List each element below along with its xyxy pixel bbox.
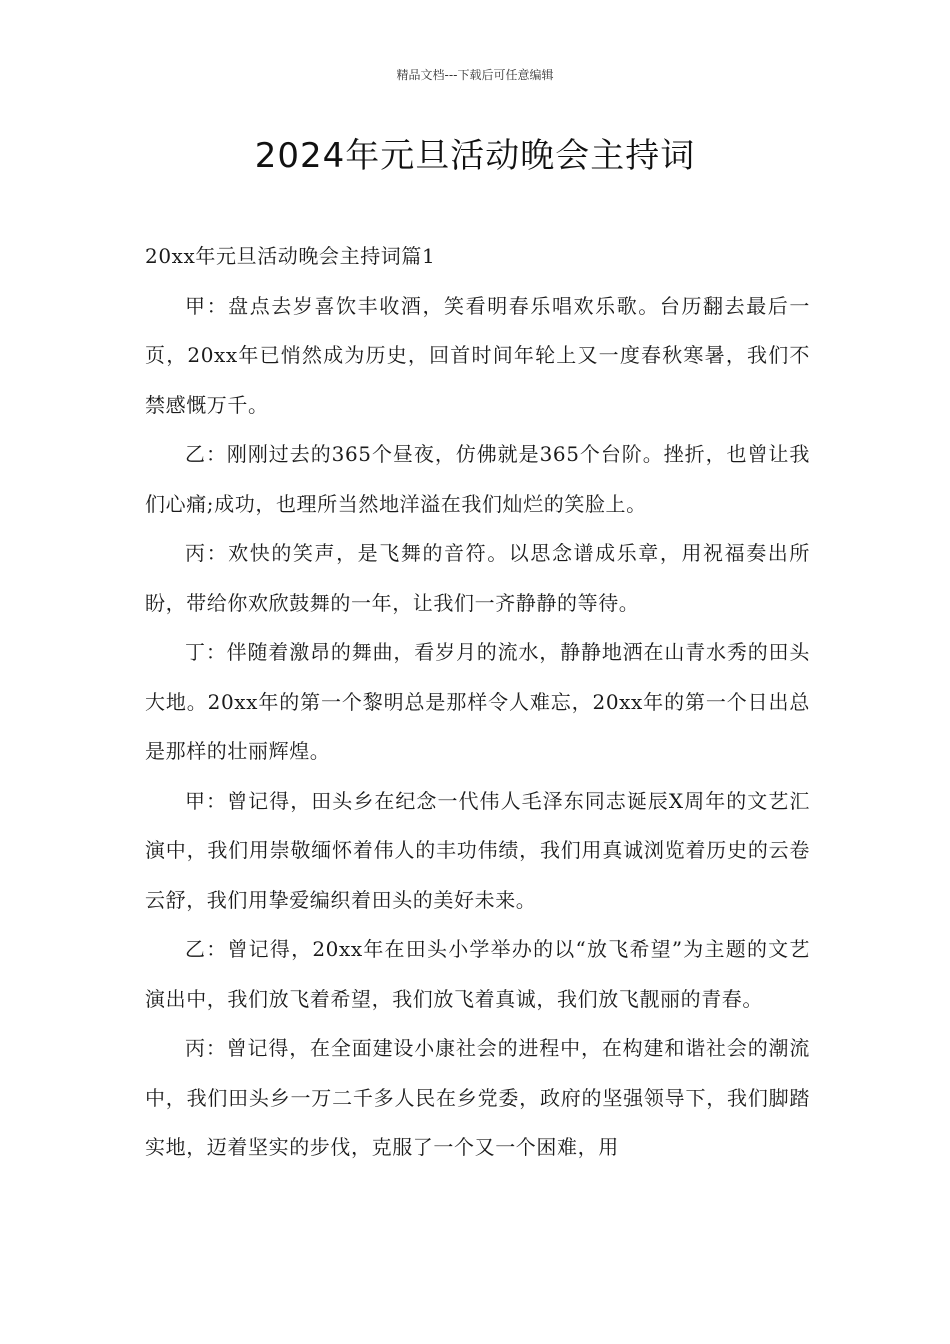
paragraph-3: 丙：欢快的笑声，是飞舞的音符。以思念谱成乐章，用祝福奏出所盼，带给你欢欣鼓舞的一年，让我们一齐静静的等待。 [145, 541, 810, 615]
document-body [145, 232, 810, 1173]
paragraph-7: 丙：曾记得，在全面建设小康社会的进程中，在构建和谐社会的潮流中，我们田头乡一万二千多人民在乡党委，政府的坚强领导下，我们脚踏实地，迈着坚实的步伐，克服了一个又一个困难，用 [145, 1036, 810, 1159]
paragraph-1: 甲：盘点去岁喜饮丰收酒，笑看明春乐唱欢乐歌。台历翻去最后一页，20xx年已悄然成为历史，回首时间年轮上又一度春秋寒暑，我们不禁感慨万千。 [145, 293, 810, 417]
paragraph-4: 丁：伴随着激昂的舞曲，看岁月的流水，静静地洒在山青水秀的田头大地。20xx年的第一个黎明总是那样令人难忘，20xx年的第一个日出总是那样的壮丽辉煌。 [145, 640, 810, 763]
page-header: 精品文档---下载后可任意编辑 [396, 68, 554, 82]
document-title: 2024年元旦活动晚会主持词 [254, 136, 696, 176]
paragraph-2: 乙：刚刚过去的365个昼夜，仿佛就是365个台阶。挫折，也曾让我们心痛;成功，也理所当然地洋溢在我们灿烂的笑脸上。 [145, 442, 810, 516]
paragraph-5: 甲：曾记得，田头乡在纪念一代伟人毛泽东同志诞辰X周年的文艺汇演中，我们用崇敬缅怀着伟人的丰功伟绩，我们用真诚浏览着历史的云卷云舒，我们用挚爱编织着田头的美好未来。 [145, 788, 810, 912]
paragraph-6: 乙：曾记得，20xx年在田头小学举办的以“放飞希望”为主题的文艺演出中，我们放飞着希望，我们放飞着真诚，我们放飞靓丽的青春。 [145, 937, 810, 1011]
section-heading: 20xx年元旦活动晚会主持词篇1 [145, 244, 436, 268]
